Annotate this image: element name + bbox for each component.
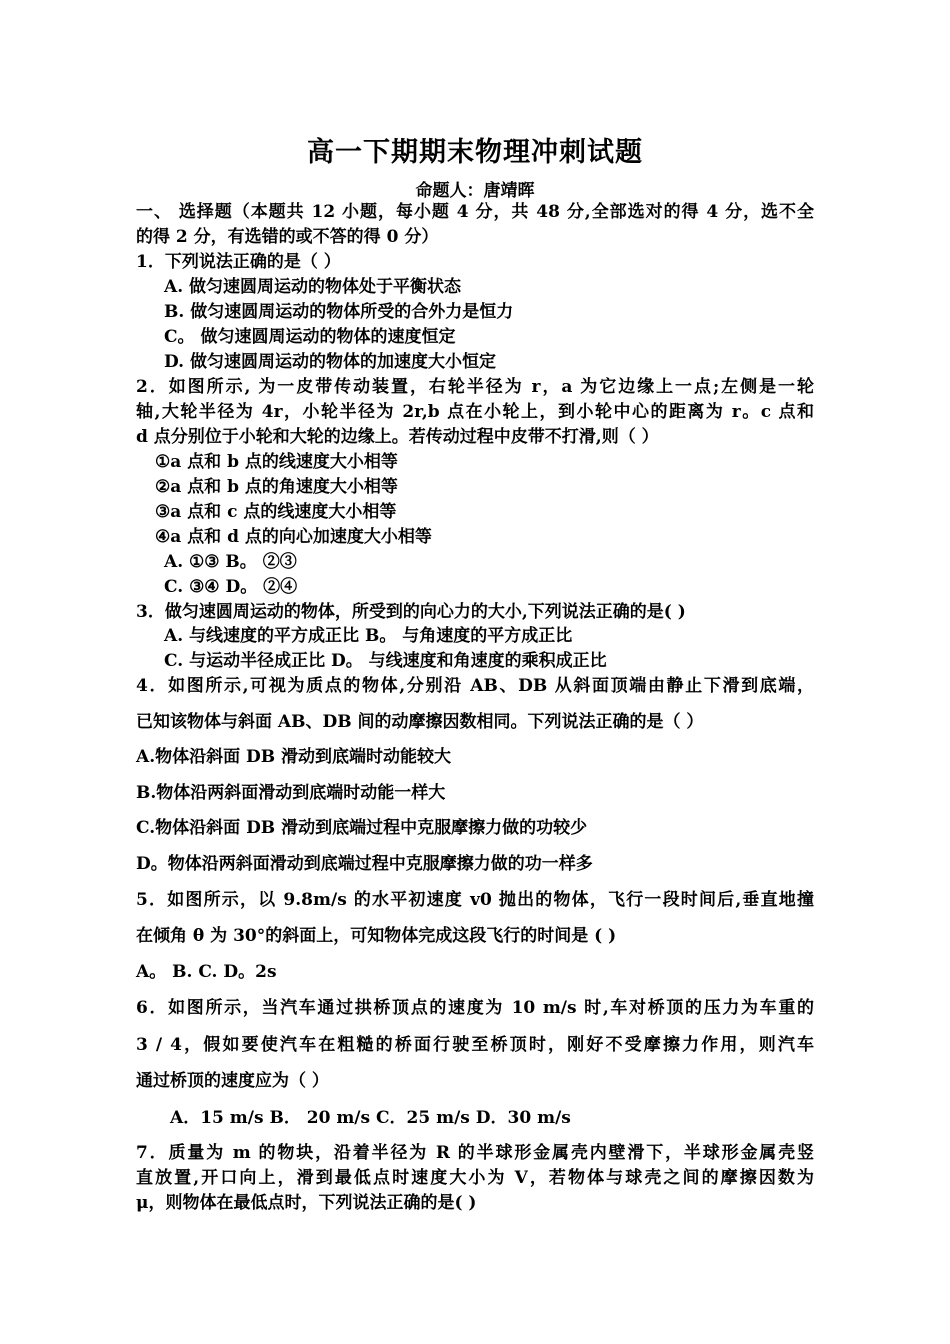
q5-options: A。 B. C. D。2s [136, 962, 277, 982]
q6-stem-line2: 3 / 4，假如要使汽车在粗糙的桥面行驶至桥顶时，刚好不受摩擦力作用，则汽车 [136, 1035, 814, 1055]
q4-option-b: B.物体沿两斜面滑动到底端时动能一样大 [136, 783, 446, 803]
section-heading-line2: 的得 2 分，有选错的或不答的得 0 分） [136, 227, 439, 247]
q2-statement-4: ④a 点和 d 点的向心加速度大小相等 [155, 527, 432, 547]
q4-stem-line2: 已知该物体与斜面 AB、DB 间的动摩擦因数相同。下列说法正确的是（ ） [136, 712, 704, 732]
q1-option-a: A. 做匀速圆周运动的物体处于平衡状态 [164, 277, 462, 297]
q5-stem-line1: 5．如图所示，以 9.8m/s 的水平初速度 v0 抛出的物体，飞行一段时间后,垂直地撞 [136, 890, 814, 910]
section-heading-line1: 一、 选择题（本题共 12 小题，每小题 4 分，共 48 分,全部选对的得 4 分，选不全 [136, 202, 814, 222]
q4-option-c: C.物体沿斜面 DB 滑动到底端过程中克服摩擦力做的功较少 [136, 818, 588, 838]
q7-stem-line3: μ，则物体在最低点时，下列说法正确的是( ) [136, 1193, 477, 1213]
q2-stem-line1: 2．如图所示, 为一皮带传动装置，右轮半径为 r，a 为它边缘上一点;左侧是一轮 [136, 377, 814, 397]
q2-statement-1: ①a 点和 b 点的线速度大小相等 [155, 452, 398, 472]
q6-options: A．15 m/s B． 20 m/s C．25 m/s D．30 m/s [170, 1108, 571, 1128]
q6-stem-line3: 通过桥顶的速度应为（ ） [136, 1071, 329, 1091]
q2-options-cd: C. ③④ D。 ②④ [164, 577, 298, 597]
q2-stem-line3: d 点分别位于小轮和大轮的边缘上。若传动过程中皮带不打滑,则（ ） [136, 427, 659, 447]
q1-option-c: C。 做匀速圆周运动的物体的速度恒定 [164, 327, 456, 347]
page-title: 高一下期期末物理冲刺试题 [307, 137, 643, 168]
q4-option-a: A.物体沿斜面 DB 滑动到底端时动能较大 [136, 747, 452, 767]
q4-option-d: D。物体沿两斜面滑动到底端过程中克服摩擦力做的功一样多 [136, 854, 593, 874]
q2-stem-line2: 轴,大轮半径为 4r，小轮半径为 2r,b 点在小轮上，到小轮中心的距离为 r。c 点和 [136, 402, 814, 422]
q4-stem-line1: 4．如图所示,可视为质点的物体,分别沿 AB、DB 从斜面顶端由静止下滑到底端， [136, 676, 814, 696]
q1-option-d: D. 做匀速圆周运动的物体的加速度大小恒定 [164, 352, 496, 372]
q7-stem-line2: 直放置,开口向上，滑到最低点时速度大小为 V，若物体与球壳之间的摩擦因数为 [136, 1168, 814, 1188]
q7-stem-line1: 7．质量为 m 的物块，沿着半径为 R 的半球形金属壳内壁滑下，半球形金属壳竖 [136, 1143, 814, 1163]
q2-statement-3: ③a 点和 c 点的线速度大小相等 [155, 502, 397, 522]
q3-options-cd: C. 与运动半径成正比 D。 与线速度和角速度的乘积成正比 [164, 651, 607, 671]
q2-options-ab: A. ①③ B。 ②③ [164, 552, 297, 572]
q1-stem: 1．下列说法正确的是（ ） [136, 252, 341, 272]
author-line: 命题人：唐靖晖 [415, 181, 535, 201]
q6-stem-line1: 6．如图所示，当汽车通过拱桥顶点的速度为 10 m/s 时,车对桥顶的压力为车重的 [136, 998, 814, 1018]
q3-options-ab: A. 与线速度的平方成正比 B。 与角速度的平方成正比 [164, 626, 573, 646]
q5-stem-line2: 在倾角 θ 为 30°的斜面上，可知物体完成这段飞行的时间是 ( ) [136, 926, 617, 946]
q3-stem: 3．做匀速圆周运动的物体，所受到的向心力的大小,下列说法正确的是( ) [136, 602, 686, 622]
q2-statement-2: ②a 点和 b 点的角速度大小相等 [155, 477, 398, 497]
q1-option-b: B. 做匀速圆周运动的物体所受的合外力是恒力 [164, 302, 514, 322]
